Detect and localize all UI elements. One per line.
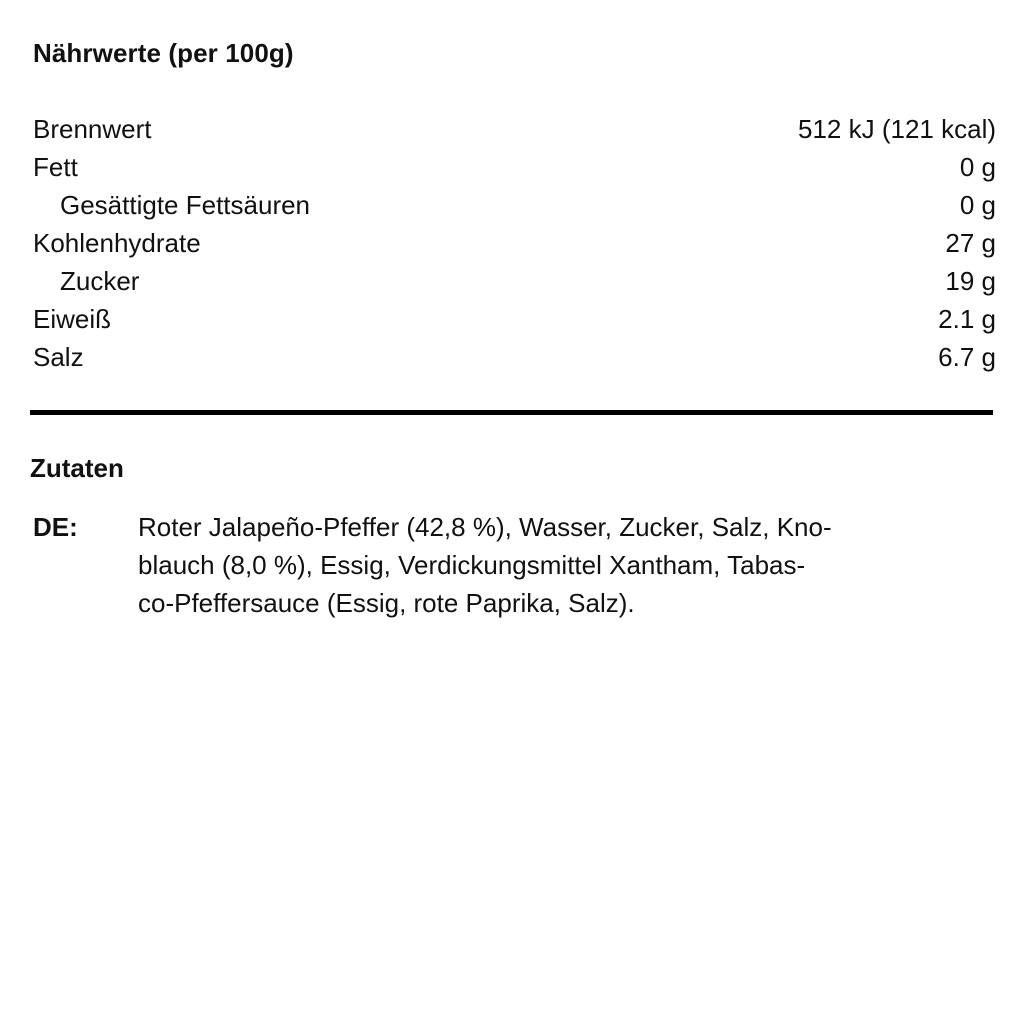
nutrition-label: Salz: [33, 342, 84, 372]
language-code: DE:: [33, 512, 78, 542]
ingredients-text: [138, 508, 988, 622]
nutrition-label: Gesättigte Fettsäuren: [60, 190, 311, 220]
nutrition-label: Brennwert: [33, 114, 152, 144]
nutrition-value: 19 g: [945, 266, 996, 296]
nutrition-label: Zucker: [60, 266, 140, 296]
ingredients-line: co-Pfeffersauce (Essig, rote Paprika, Salz).: [138, 588, 635, 618]
nutrition-row-sugar: [33, 262, 996, 300]
nutrition-label: Fett: [33, 152, 78, 182]
nutrition-row-energy: [33, 110, 996, 148]
nutrition-row-fat: [33, 148, 996, 186]
nutrition-row-protein: [33, 300, 996, 338]
nutrition-table: [33, 110, 996, 376]
section-divider: [30, 410, 993, 415]
ingredients-title: Zutaten: [30, 453, 124, 483]
nutrition-label: Eiweiß: [33, 304, 112, 334]
nutrition-title: Nährwerte (per 100g): [33, 38, 294, 68]
ingredients-line: Roter Jalapeño-Pfeffer (42,8 %), Wasser, Zucker, Salz, Kno-: [138, 512, 832, 542]
nutrition-row-salt: [33, 338, 996, 376]
nutrition-label: Kohlenhydrate: [33, 228, 201, 258]
nutrition-value: 0 g: [959, 190, 996, 220]
nutrition-row-saturated-fat: [33, 186, 996, 224]
nutrition-value: 2.1 g: [938, 304, 996, 334]
nutrition-value: 0 g: [959, 152, 996, 182]
ingredients-line: blauch (8,0 %), Essig, Verdickungsmittel Xantham, Tabas-: [138, 550, 806, 580]
nutrition-row-carbohydrates: [33, 224, 996, 262]
nutrition-value: 512 kJ (121 kcal): [798, 114, 996, 144]
nutrition-value: 6.7 g: [938, 342, 996, 372]
nutrition-value: 27 g: [945, 228, 996, 258]
